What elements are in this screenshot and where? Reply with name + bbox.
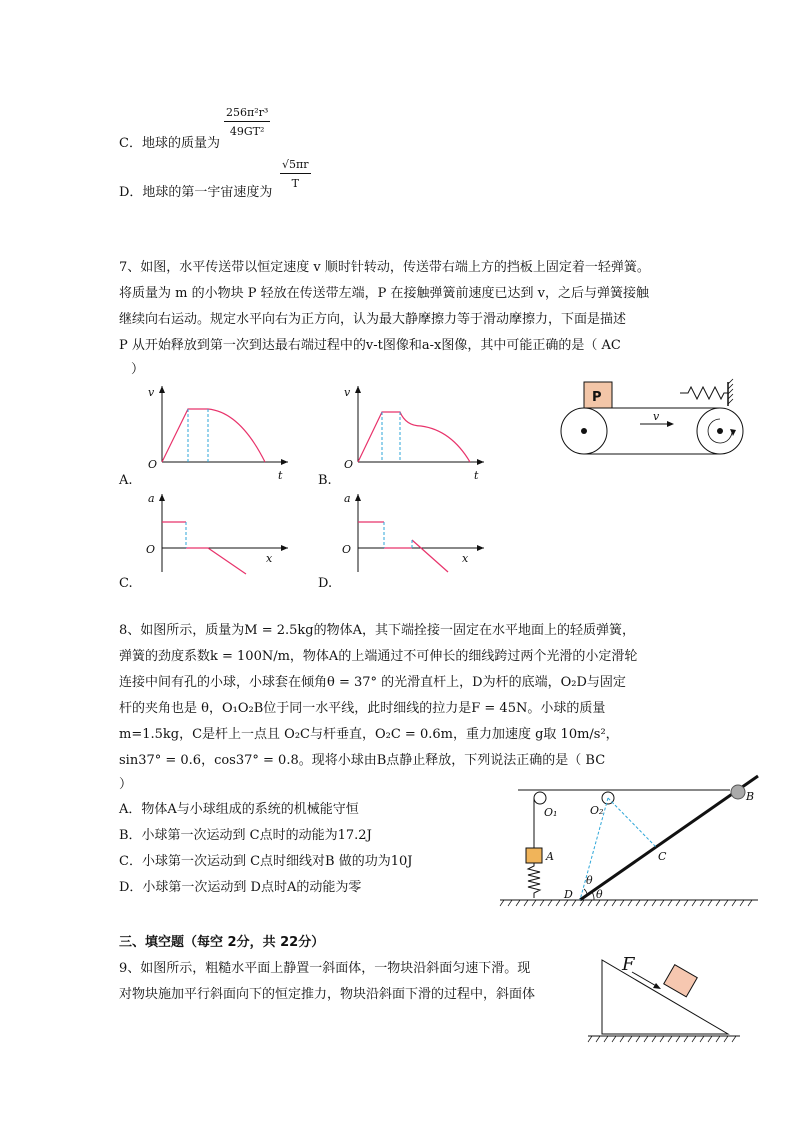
q7-text-line-4: P 从开始释放到第一次到达最右端过程中的v-t图像和a-x图像，其中可能正确的是（ AC	[119, 338, 621, 353]
q7-text-line-5: ）	[131, 362, 145, 377]
q8-label-theta-2: θ	[596, 888, 603, 901]
q7-graph-c-origin: O	[146, 543, 156, 556]
q7-graph-b-vt	[336, 382, 491, 482]
q8-label-a: A	[546, 850, 554, 863]
q8-label-theta-1: θ	[586, 874, 593, 887]
q6-option-c-label: C．地球的质量为	[119, 136, 220, 151]
q7-graph-b-v-label: v	[344, 386, 351, 399]
q8-text-line-7: ）	[119, 777, 133, 792]
q8-text-line-6: sin37° = 0.6，cos37° = 0.8。现将小球由B点静止释放，下列说法正确的是（ BC	[119, 753, 606, 768]
q7-option-b: B.	[318, 473, 332, 488]
q7-graph-a-t-label: t	[278, 469, 283, 482]
q7-graph-d-a-label: a	[344, 492, 351, 505]
q8-text-line-5: m=1.5kg，C是杆上一点且 O₂C与杆垂直，O₂C = 0.6m，重力加速度 g取 10m/s²，	[119, 727, 619, 742]
q9-text-line-1: 9、如图所示，粗糙水平面上静置一斜面体，一物块沿斜面匀速下滑。现	[119, 961, 531, 976]
q7-conveyor-figure	[560, 378, 750, 458]
q6-option-d-fraction	[280, 158, 311, 190]
q8-label-c: C	[658, 850, 667, 863]
q8-text-line-1: 8、如图所示，质量为M = 2.5kg的物体A，其下端拴接一固定在水平地面上的轻质弹簧，	[119, 623, 636, 638]
q9-force-f-label: F	[622, 954, 635, 975]
q7-graph-d-x-label: x	[462, 552, 469, 565]
q6-option-c-fraction	[224, 106, 270, 138]
q9-incline-figure	[588, 952, 748, 1048]
q8-option-a: A．物体A与小球组成的系统的机械能守恒	[119, 802, 359, 817]
q7-graph-c-x-label: x	[266, 552, 273, 565]
q7-text-line-1: 7、如图，水平传送带以恒定速度 v 顺时针转动，传送带右端上方的挡板上固定着一轻弹簧。	[119, 260, 650, 275]
q7-block-p-label: P	[592, 390, 602, 405]
q8-pulley-figure	[500, 772, 762, 910]
q8-option-c: C．小球第一次运动到 C点时细线对B 做的功为10J	[119, 854, 413, 869]
q7-graph-a-origin: O	[148, 458, 158, 471]
q8-option-b: B．小球第一次运动到 C点时的动能为17.2J	[119, 828, 372, 843]
q7-graph-c-a-label: a	[148, 492, 155, 505]
q8-text-line-2: 弹簧的劲度系数k = 100N/m，物体A的上端通过不可伸长的细线跨过两个光滑的小定滑轮	[119, 649, 638, 664]
q6-option-d-numerator: √5πr	[280, 158, 311, 174]
q7-text-line-3: 继续向右运动。规定水平向右为正方向，认为最大静摩擦力等于滑动摩擦力，下面是描述	[119, 312, 627, 327]
q7-graph-b-origin: O	[344, 458, 354, 471]
q8-label-o1: O₁	[544, 806, 558, 819]
q7-graph-a-vt	[140, 382, 295, 482]
q6-option-c-denominator: 49GT²	[229, 125, 265, 138]
q7-graph-c-ax	[140, 490, 295, 580]
q8-label-d: D	[564, 888, 573, 901]
q6-option-d-denominator: T	[291, 177, 299, 190]
q7-option-c: C.	[119, 576, 133, 591]
q7-option-d: D.	[318, 576, 333, 591]
q7-belt-v-label: v	[653, 410, 660, 423]
q8-text-line-4: 杆的夹角也是 θ，O₁O₂B位于同一水平线，此时细线的拉力是F = 45N。小球的质量	[119, 701, 606, 716]
q7-option-a: A.	[119, 473, 133, 488]
q7-text-line-2: 将质量为 m 的小物块 P 轻放在传送带左端，P 在接触弹簧前速度已达到 v，之后与弹簧接触	[119, 286, 649, 301]
q8-text-line-3: 连接中间有孔的小球，小球套在倾角θ = 37° 的光滑直杆上，D为杆的底端，O₂D与固定	[119, 675, 626, 690]
q7-graph-a-v-label: v	[148, 386, 155, 399]
q6-option-d-label: D．地球的第一宇宙速度为	[119, 185, 273, 200]
q6-option-c-numerator: 256π²r³	[224, 106, 270, 122]
q7-graph-d-origin: O	[342, 543, 352, 556]
q9-text-line-2: 对物块施加平行斜面向下的恒定推力，物块沿斜面下滑的过程中，斜面体	[119, 987, 536, 1002]
q8-label-b: B	[746, 790, 755, 803]
q7-graph-d-ax	[336, 490, 491, 580]
q7-graph-b-t-label: t	[474, 469, 479, 482]
section-3-title: 三、填空题（每空 2分，共 22分）	[119, 935, 325, 950]
q8-label-o2: O₂	[590, 804, 604, 817]
q8-option-d: D．小球第一次运动到 D点时A的动能为零	[119, 880, 362, 895]
